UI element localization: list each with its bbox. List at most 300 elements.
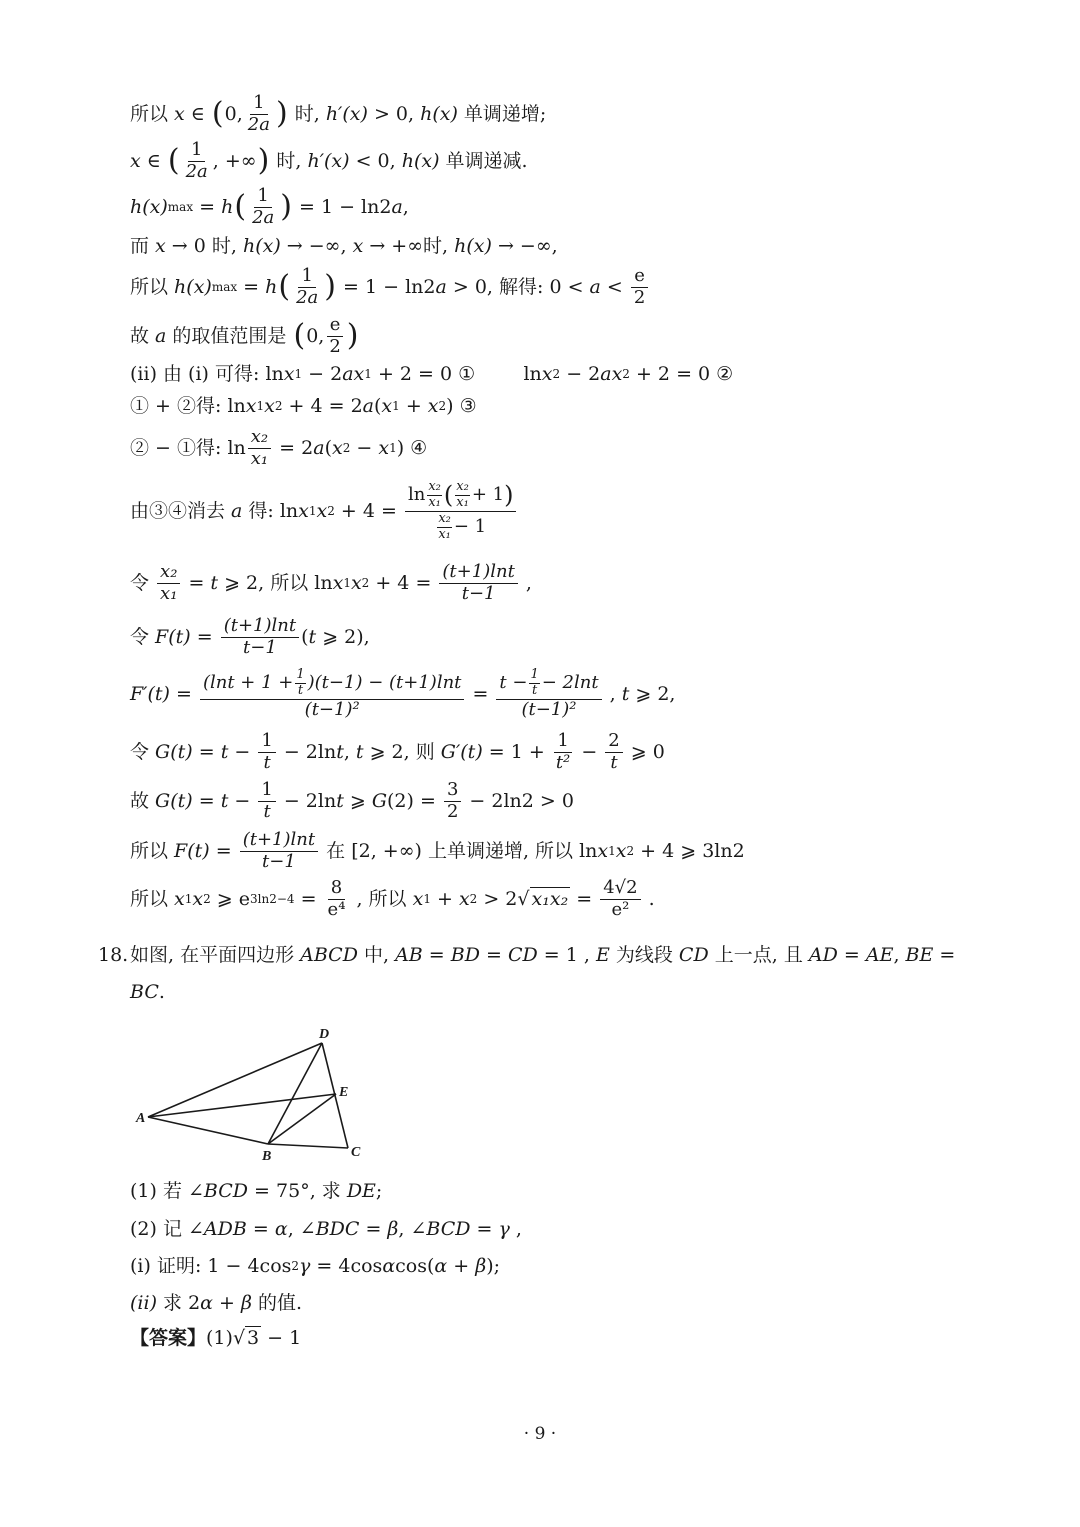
math-expr: F(t) (155, 625, 191, 648)
text: , ∠ (287, 1218, 316, 1240)
text: ∈ (184, 102, 211, 125)
text: 0, (306, 324, 325, 347)
denominator: e² (611, 898, 630, 920)
text: (ⅰ) 证明: 1 − 4cos (130, 1255, 292, 1277)
left-paren: ( (293, 318, 306, 354)
text: > 0, (367, 102, 421, 125)
math-var: x (541, 363, 553, 385)
text: → −∞, (280, 235, 353, 257)
math-var: BCD (203, 1180, 249, 1202)
math-var: DE (346, 1180, 376, 1202)
math-var: α (200, 1292, 213, 1314)
denominator: x₁ (160, 582, 178, 604)
math-var: BC (130, 981, 159, 1003)
question-part-2-i (130, 1255, 500, 1278)
left-paren: ( (211, 96, 224, 132)
math-expr: G(t) (155, 740, 193, 763)
math-var: x (458, 887, 470, 910)
math-var: ax (342, 363, 365, 385)
denominator: 2 (446, 800, 459, 822)
text: = 1 + (482, 740, 551, 763)
vertex-label-E: E (339, 1085, 349, 1100)
text: ( (324, 436, 332, 459)
numerator: 2 (605, 731, 622, 753)
math-var: t (210, 571, 219, 594)
math-var: α (382, 1255, 396, 1277)
denominator: t (531, 682, 538, 698)
math-var: BCD (426, 1218, 471, 1240)
text: 的值. (251, 1292, 303, 1314)
sqrt-radicand: x₁x₂ (531, 888, 569, 911)
math-var: x (412, 887, 424, 910)
math-var: t (355, 740, 364, 763)
math-expr: = h (237, 275, 278, 298)
subscript: 2 (626, 843, 635, 858)
solution-line-16 (130, 830, 745, 872)
math-expr: h(x) (174, 275, 212, 298)
math-var: γ (299, 1255, 311, 1277)
math-var: x (316, 499, 328, 522)
fraction (455, 480, 470, 511)
text: = (294, 887, 323, 910)
text: = 4cos (310, 1255, 383, 1277)
math-var: α (274, 1218, 288, 1240)
numerator: 1 (298, 266, 315, 288)
text: − 2ln (277, 789, 337, 812)
math-var: x (597, 839, 609, 862)
text: = 1 − ln2 (292, 195, 392, 218)
segment-BD (268, 1043, 322, 1144)
subscript: 2 (274, 399, 283, 414)
math-var: a (313, 436, 325, 459)
text: 由③④消去 (130, 499, 232, 522)
text: 时, (270, 149, 308, 172)
denominator: t² (555, 751, 571, 773)
math-var: β (387, 1218, 399, 1240)
text: . (158, 981, 165, 1003)
text: = (479, 944, 508, 966)
math-expr: F(t) (174, 839, 210, 862)
right-paren: ) (257, 143, 270, 179)
math-var: x (298, 499, 309, 522)
text: 所以 (130, 275, 175, 298)
subscript: 2 (438, 399, 447, 414)
math-var: α (434, 1255, 448, 1277)
sqrt-radicand: 3 (247, 1327, 260, 1349)
denominator: t (263, 800, 271, 822)
fraction (600, 878, 640, 920)
text: 所以 (130, 102, 175, 125)
subscript: 1 (608, 843, 616, 858)
subscript: 1 (184, 891, 193, 906)
math-expr: h(x) (454, 235, 492, 257)
text: + 2 = 0 ① ln (371, 363, 542, 385)
solution-line-9 (130, 427, 427, 469)
text: = (182, 571, 211, 594)
fraction (258, 780, 275, 822)
math-expr: h(x) (420, 102, 458, 125)
solution-line-5 (130, 266, 650, 308)
text: + 4 = (334, 499, 403, 522)
math-var: ax (600, 363, 623, 385)
segment-AB (148, 1117, 268, 1144)
left-paren: ( (443, 480, 454, 509)
fraction (248, 427, 271, 469)
denominator: t (297, 682, 304, 698)
text: + 4 = (369, 571, 438, 594)
math-var: AD (808, 944, 838, 966)
text: ); (486, 1255, 501, 1277)
numerator: (t+1)lnt (439, 562, 517, 584)
text: 求 2 (156, 1292, 201, 1314)
text: (ⅱ) 由 (ⅰ) 可得: ln (130, 363, 284, 385)
text: 得: ln (242, 499, 299, 522)
question-part-1 (130, 1180, 382, 1203)
denominator: x₁ (428, 494, 441, 510)
text: (lnt + 1 + (202, 672, 294, 694)
text: cos( (395, 1255, 435, 1277)
text: 为线段 (609, 944, 679, 966)
right-paren: ) (346, 318, 359, 354)
text: = 2 (273, 436, 314, 459)
numerator: x₂ (428, 479, 441, 494)
math-var: t (220, 789, 229, 812)
denominator: (t−1)² (304, 698, 360, 720)
text: − (575, 740, 604, 763)
subscript: max (167, 199, 194, 214)
subscript: 2 (342, 440, 351, 455)
right-paren: ) (275, 96, 288, 132)
right-paren: ) (280, 189, 292, 225)
text: → 0 时, (165, 235, 243, 257)
numerator: e (327, 315, 344, 337)
numerator: 3 (444, 780, 461, 802)
numerator: 1 (296, 667, 305, 682)
text: > 0, 解得: 0 < (446, 275, 590, 298)
page-number: · 9 · (523, 1424, 557, 1444)
math-var: ABCD (300, 944, 358, 966)
text: = (570, 887, 599, 910)
text: + 1 (471, 484, 505, 506)
text: 上一点, 且 (708, 944, 809, 966)
text: ) ④ (396, 436, 428, 459)
text: , (893, 944, 906, 966)
answer-line (130, 1326, 301, 1350)
solution-line-17 (130, 878, 655, 920)
subscript: 1 (294, 367, 303, 382)
fraction (157, 562, 180, 604)
denominator: t (263, 751, 271, 773)
text: = 1 , (537, 944, 596, 966)
segment-BC (268, 1144, 348, 1148)
text: , (343, 740, 356, 763)
math-var: x (155, 235, 166, 257)
fraction (437, 512, 452, 543)
text: ; (375, 1180, 383, 1202)
text: → +∞时, (363, 235, 455, 257)
numerator: 1 (258, 731, 275, 753)
fraction (439, 562, 517, 604)
denominator: 2a (247, 113, 270, 135)
math-var: x (283, 363, 295, 385)
numerator (496, 668, 601, 700)
fraction (293, 266, 321, 308)
math-var: BD (450, 944, 480, 966)
fraction (444, 780, 461, 822)
subscript: 1 (423, 891, 431, 906)
subscript: 1 (364, 367, 372, 382)
superscript: 2 (291, 1259, 300, 1274)
question-text-line-1 (130, 944, 955, 967)
math-expr: h′(x) (307, 149, 350, 172)
fraction (427, 480, 442, 511)
math-var: γ (498, 1218, 510, 1240)
math-var: ADB (203, 1218, 247, 1240)
numerator: (t+1)lnt (240, 830, 318, 852)
math-var: x (378, 436, 390, 459)
left-paren: ( (234, 189, 247, 225)
vertex-label-A: A (136, 1111, 146, 1126)
compound-fraction (405, 480, 516, 543)
fraction (183, 140, 211, 182)
text: + 4 ⩾ 3ln2 (634, 839, 745, 862)
text: − 1 (261, 1326, 302, 1349)
denominator: (t−1)² (521, 698, 577, 720)
solution-line-12 (130, 616, 370, 658)
text: 所以 (130, 887, 175, 910)
denominator: 2a (252, 206, 275, 228)
denominator: t (610, 751, 618, 773)
math-var: BDC (315, 1218, 360, 1240)
math-var: a (155, 324, 167, 347)
sqrt-sign: √ (517, 887, 530, 910)
denominator (432, 512, 489, 543)
text: ① + ②得: ln (130, 395, 246, 417)
text: 令 (130, 625, 156, 648)
numerator: x₂ (456, 479, 469, 494)
math-var: x (352, 235, 364, 257)
numerator: (t+1)lnt (221, 616, 299, 638)
text: + 4 = 2 (282, 395, 363, 417)
subscript: 2 (327, 504, 335, 519)
math-expr: h′(x) (325, 102, 368, 125)
fraction (529, 668, 539, 699)
text: . (642, 887, 655, 910)
superscript: 3ln2−4 (250, 891, 295, 906)
vertex-label-C: C (351, 1145, 361, 1160)
text: = (190, 625, 219, 648)
text: 中, (357, 944, 396, 966)
question-text-line-2 (130, 981, 165, 1004)
text: 单调递增; (457, 102, 547, 125)
math-var: a (391, 195, 403, 218)
math-var: x (615, 839, 627, 862)
subscript: 1 (308, 504, 317, 519)
text: 的取值范围是 (166, 324, 293, 347)
left-paren: ( (167, 143, 180, 179)
denominator: e⁴ (327, 898, 346, 920)
sqrt-sign: √ (232, 1326, 246, 1349)
denominator: 2a (185, 160, 208, 182)
text: 故 (130, 789, 156, 812)
denominator: x₁ (438, 526, 451, 542)
subscript: 2 (203, 891, 211, 906)
compound-fraction (496, 668, 601, 721)
math-var: x (264, 395, 275, 417)
text: = (359, 1218, 388, 1240)
solution-line-1 (130, 93, 546, 135)
text: (ii) (130, 1292, 157, 1314)
text: , (509, 1218, 522, 1240)
question-part-2-ii (130, 1292, 302, 1315)
text: (2) 记 ∠ (130, 1218, 204, 1240)
text: = (422, 944, 451, 966)
text: = 75°, 求 (248, 1180, 347, 1202)
math-var: E (595, 944, 610, 966)
subscript: 2 (552, 367, 561, 382)
vertex-label-D: D (319, 1027, 330, 1042)
text: , (519, 571, 532, 594)
math-var: x (174, 102, 185, 125)
subscript: 2 (469, 891, 478, 906)
text: 所以 (130, 839, 175, 862)
text: ∈ (140, 149, 167, 172)
solution-line-3 (130, 186, 409, 228)
math-var: β (475, 1255, 487, 1277)
text: 在 [2, +∞) 上单调递增, 所以 ln (320, 839, 598, 862)
numerator: x₂ (438, 510, 451, 526)
text: = (169, 682, 198, 705)
math-expr: F′(t) (130, 682, 170, 705)
denominator: t−1 (262, 850, 296, 872)
numerator: 8 (328, 878, 345, 900)
text: = (209, 839, 238, 862)
solution-line-13 (130, 668, 675, 721)
text: 单调递减. (439, 149, 528, 172)
math-var: G (371, 789, 388, 812)
math-var: t (336, 740, 344, 763)
text: − (350, 436, 379, 459)
subscript: 1 (392, 399, 400, 414)
fraction (258, 731, 275, 773)
math-var: x (192, 887, 204, 910)
text: ln (407, 484, 426, 506)
text: = (470, 1218, 499, 1240)
text: = (192, 789, 221, 812)
subscript: 1 (256, 399, 265, 414)
numerator (405, 480, 516, 512)
math-var: a (435, 275, 447, 298)
numerator: 1 (250, 93, 267, 115)
text: = 1 − ln2 (337, 275, 436, 298)
text: − 2lnt (541, 672, 599, 694)
text: < 0, (349, 149, 402, 172)
text: ⩾ 2, (629, 682, 676, 705)
solution-line-8 (130, 395, 477, 418)
denominator: 2 (633, 286, 646, 308)
math-var: CD (507, 944, 538, 966)
numerator: 1 (254, 186, 271, 208)
right-paren: ) (324, 269, 337, 305)
text: , (402, 195, 409, 218)
math-var: CD (678, 944, 709, 966)
text: 0, (224, 102, 243, 125)
text: ) ③ (446, 395, 477, 417)
text: (1) 若 ∠ (130, 1180, 204, 1202)
fraction (605, 731, 622, 773)
text: − 1 (453, 515, 487, 537)
text: ⩾ (343, 789, 372, 812)
numerator: 1 (530, 667, 539, 682)
math-var: x (174, 887, 185, 910)
numerator: 1 (554, 731, 571, 753)
solution-line-4 (130, 235, 558, 258)
fraction (249, 186, 277, 228)
math-expr: G(t) (155, 789, 193, 812)
denominator: t−1 (461, 582, 496, 604)
math-var: x (245, 395, 257, 417)
question-number: 18. (98, 944, 129, 966)
text: + (213, 1292, 241, 1314)
solution-line-6 (130, 315, 360, 357)
fraction (326, 315, 343, 357)
text: = (933, 944, 956, 966)
text: ⩾ 2, 则 (363, 740, 441, 763)
numerator: e (631, 266, 648, 288)
text: + (430, 887, 459, 910)
text: (1) (206, 1326, 233, 1349)
compound-fraction (200, 668, 464, 721)
fraction (245, 93, 273, 135)
text: ② − ①得: ln (130, 436, 246, 459)
math-var: a (231, 499, 243, 522)
text: → −∞, (491, 235, 558, 257)
subscript: 1 (343, 575, 351, 590)
solution-line-2 (130, 140, 528, 182)
right-paren: ) (504, 480, 514, 509)
text: − 2ln (277, 740, 337, 763)
text: = (192, 740, 221, 763)
text: , +∞ (212, 149, 257, 172)
question-part-2 (130, 1218, 522, 1241)
subscript: 2 (361, 575, 370, 590)
solution-line-7 (130, 363, 733, 386)
math-var: a (362, 395, 374, 417)
fraction (221, 616, 299, 658)
math-var: x (130, 149, 141, 172)
solution-line-15 (130, 780, 574, 822)
solution-line-14 (130, 731, 665, 773)
math-var: BE (905, 944, 934, 966)
vertex-label-B: B (262, 1149, 272, 1164)
subscript: max (211, 279, 238, 294)
answer-label: 【答案】 (130, 1326, 207, 1349)
text: , (603, 682, 622, 705)
denominator: x₁ (456, 494, 469, 510)
text: + 2 = 0 ② (629, 363, 734, 385)
fraction (240, 830, 318, 872)
denominator: 2 (329, 335, 341, 357)
text: )(t−1) − (t+1)lnt (307, 672, 462, 694)
text: 故 (130, 324, 156, 347)
fraction (631, 266, 648, 308)
solution-line-11 (130, 562, 532, 604)
text: (2) = (387, 789, 442, 812)
text: − (228, 789, 257, 812)
text: 令 (130, 740, 156, 763)
fraction (295, 668, 305, 699)
math-var: AE (865, 944, 894, 966)
